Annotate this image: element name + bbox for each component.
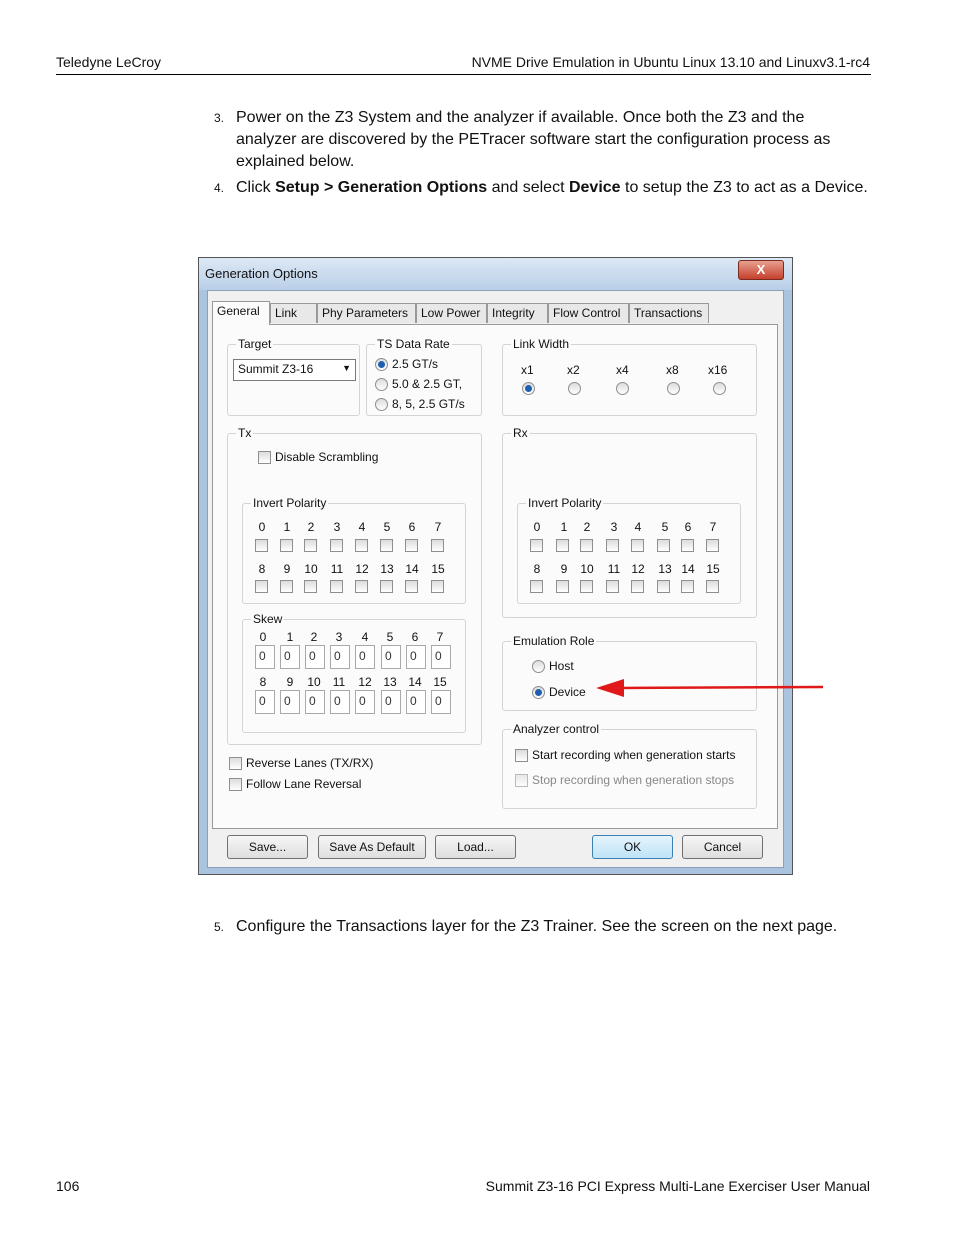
lane-number: 13 <box>658 562 672 576</box>
header-left: Teledyne LeCroy <box>56 54 162 70</box>
link-width-option: x8 <box>666 363 679 377</box>
step-text-bold: Setup > Generation Options <box>275 179 488 196</box>
rx-label: Rx <box>513 426 528 440</box>
lane-number: 3 <box>610 520 618 534</box>
lane-number: 4 <box>361 630 369 644</box>
skew-input[interactable]: 0 <box>280 645 300 669</box>
tab-link[interactable]: Link <box>270 303 317 323</box>
skew-input[interactable]: 0 <box>431 645 451 669</box>
ts-rate-label: 5.0 & 2.5 GT, <box>392 377 463 391</box>
lane-number: 3 <box>335 630 343 644</box>
close-button[interactable]: X <box>738 260 784 280</box>
reverse-lanes-label: Reverse Lanes (TX/RX) <box>246 756 374 770</box>
lane-number: 15 <box>706 562 720 576</box>
ts-rate-label: 8, 5, 2.5 GT/s <box>392 397 465 411</box>
lane-number: 10 <box>304 562 318 576</box>
page-number: 106 <box>56 1178 80 1194</box>
lane-number: 15 <box>431 562 445 576</box>
lane-number: 8 <box>533 562 541 576</box>
lane-number: 11 <box>332 675 346 689</box>
lane-number: 1 <box>560 520 568 534</box>
save-as-default-button[interactable]: Save As Default <box>318 835 426 859</box>
lane-number: 15 <box>433 675 447 689</box>
rx-invert-polarity-label: Invert Polarity <box>528 496 602 510</box>
link-width-label: Link Width <box>513 337 570 351</box>
ok-button[interactable]: OK <box>592 835 673 859</box>
lane-number: 2 <box>307 520 315 534</box>
follow-lane-reversal-label: Follow Lane Reversal <box>246 777 362 791</box>
step-number: 5. <box>213 920 224 934</box>
save-button[interactable]: Save... <box>227 835 308 859</box>
lane-number: 0 <box>258 520 266 534</box>
lane-number: 6 <box>411 630 419 644</box>
step-text: Power on the Z3 System and the analyzer if available. Once both the Z3 and the analyzer are discovered by the PETracer software start the configuration process as explained below. <box>236 109 831 170</box>
skew-input[interactable]: 0 <box>431 690 451 714</box>
skew-input[interactable]: 0 <box>381 690 401 714</box>
step-number: 3. <box>213 111 224 125</box>
tab-integrity[interactable]: Integrity <box>487 303 548 323</box>
lane-number: 0 <box>533 520 541 534</box>
skew-input[interactable]: 0 <box>330 645 350 669</box>
footer-title: Summit Z3-16 PCI Express Multi-Lane Exerciser User Manual <box>485 1178 870 1194</box>
step-text-part: to setup the Z3 to act as a Device. <box>620 179 868 196</box>
lane-number: 3 <box>333 520 341 534</box>
step-text-part: and select <box>487 179 569 196</box>
link-width-option: x2 <box>567 363 580 377</box>
lane-number: 8 <box>259 675 267 689</box>
lane-number: 5 <box>383 520 391 534</box>
lane-number: 1 <box>283 520 291 534</box>
step-text-bold: Device <box>568 179 621 196</box>
lane-number: 13 <box>380 562 394 576</box>
skew-label: Skew <box>253 612 283 626</box>
lane-number: 2 <box>583 520 591 534</box>
stop-recording-label: Stop recording when generation stops <box>532 773 735 787</box>
lane-number: 14 <box>408 675 422 689</box>
chevron-down-icon: ▼ <box>342 363 351 373</box>
disable-scrambling-label: Disable Scrambling <box>275 450 379 464</box>
link-width-option: x1 <box>521 363 534 377</box>
skew-input[interactable]: 0 <box>406 690 426 714</box>
lane-number: 2 <box>310 630 318 644</box>
target-value: Summit Z3-16 <box>238 362 314 376</box>
cancel-button[interactable]: Cancel <box>682 835 763 859</box>
skew-input[interactable]: 0 <box>330 690 350 714</box>
lane-number: 4 <box>634 520 642 534</box>
skew-input[interactable]: 0 <box>355 645 375 669</box>
tx-invert-polarity-label: Invert Polarity <box>253 496 327 510</box>
lane-number: 4 <box>358 520 366 534</box>
lane-number: 6 <box>684 520 692 534</box>
skew-input[interactable]: 0 <box>381 645 401 669</box>
ts-rate-label: 2.5 GT/s <box>392 357 439 371</box>
tab-general[interactable]: General <box>212 301 270 325</box>
lane-number: 0 <box>259 630 267 644</box>
lane-number: 14 <box>405 562 419 576</box>
step-5 <box>209 916 869 938</box>
skew-input[interactable]: 0 <box>355 690 375 714</box>
skew-input[interactable]: 0 <box>280 690 300 714</box>
lane-number: 8 <box>258 562 266 576</box>
step-number: 4. <box>213 181 224 195</box>
lane-number: 11 <box>607 562 621 576</box>
lane-number: 11 <box>330 562 344 576</box>
link-width-option: x16 <box>708 363 728 377</box>
link-width-option: x4 <box>616 363 629 377</box>
lane-number: 10 <box>307 675 321 689</box>
skew-input[interactable]: 0 <box>406 645 426 669</box>
lane-number: 9 <box>283 562 291 576</box>
step-text: Configure the Transactions layer for the Z3 Trainer. See the screen on the next page. <box>236 918 838 935</box>
dialog-title: Generation Options <box>205 266 318 281</box>
step-text-part: Click <box>236 179 276 196</box>
lane-number: 7 <box>436 630 444 644</box>
tab-flow-control[interactable]: Flow Control <box>548 303 629 323</box>
lane-number: 12 <box>631 562 645 576</box>
load-button[interactable]: Load... <box>435 835 516 859</box>
lane-number: 12 <box>355 562 369 576</box>
analyzer-control-label: Analyzer control <box>513 722 600 736</box>
lane-number: 7 <box>434 520 442 534</box>
lane-number: 1 <box>286 630 294 644</box>
tx-label: Tx <box>238 426 252 440</box>
tab-low-power[interactable]: Low Power <box>416 303 487 323</box>
start-recording-label: Start recording when generation starts <box>532 748 736 762</box>
lane-number: 9 <box>286 675 294 689</box>
host-label: Host <box>549 659 574 673</box>
emulation-role-label: Emulation Role <box>513 634 595 648</box>
skew-input[interactable]: 0 <box>305 690 325 714</box>
device-label: Device <box>549 685 586 699</box>
lane-number: 5 <box>661 520 669 534</box>
tab-phy-parameters[interactable]: Phy Parameters <box>317 303 416 323</box>
skew-input[interactable]: 0 <box>255 690 275 714</box>
lane-number: 12 <box>358 675 372 689</box>
target-label: Target <box>238 337 272 351</box>
ts-data-rate-label: TS Data Rate <box>377 337 450 351</box>
lane-number: 10 <box>580 562 594 576</box>
lane-number: 6 <box>408 520 416 534</box>
lane-number: 7 <box>709 520 717 534</box>
lane-number: 9 <box>560 562 568 576</box>
skew-input[interactable]: 0 <box>305 645 325 669</box>
lane-number: 14 <box>681 562 695 576</box>
lane-number: 5 <box>386 630 394 644</box>
lane-number: 13 <box>383 675 397 689</box>
tab-transactions[interactable]: Transactions <box>629 303 709 323</box>
header-right: NVME Drive Emulation in Ubuntu Linux 13.10 and Linuxv3.1-rc4 <box>471 54 870 70</box>
skew-input[interactable]: 0 <box>255 645 275 669</box>
